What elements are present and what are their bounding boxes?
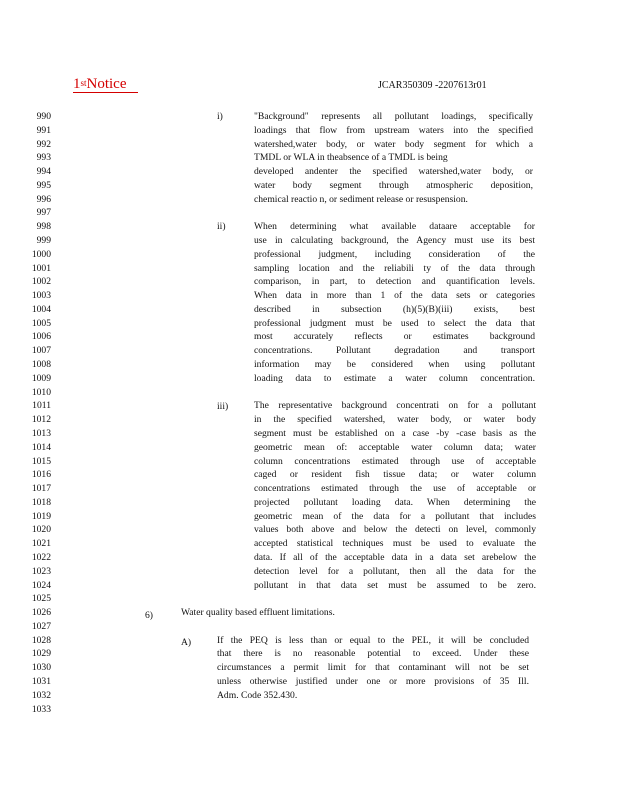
notice-heading: 1stNotice: [73, 76, 138, 93]
paragraph-label: 6): [145, 610, 153, 621]
line-number: 1021: [31, 538, 51, 550]
text-line: column concentrations estimated through use of acceptable: [254, 455, 536, 467]
line-number: 1010: [31, 386, 51, 398]
line-number: 990: [36, 111, 51, 122]
line-number: 1018: [31, 496, 51, 508]
text-line: unless otherwise justified under one or more provisions of 35 Ill.: [217, 675, 529, 687]
text-line: projected pollutant loading data. When determining the: [254, 496, 536, 508]
text-line: water body segment through atmospheric deposition,: [254, 179, 533, 191]
line-number: 994: [36, 166, 51, 178]
paragraph-label: ii): [217, 221, 226, 232]
line-number: 1004: [31, 303, 51, 315]
line-number: 1025: [31, 593, 51, 605]
line-number: 999: [36, 235, 51, 247]
text-line: Water quality based effluent limitations.: [181, 607, 335, 619]
line-number: 1022: [31, 551, 51, 563]
text-line: caged or resident fish tissue data; or water column: [254, 469, 536, 481]
line-number: 1015: [31, 455, 51, 467]
line-number: 1029: [31, 648, 51, 660]
line-number: 1030: [31, 662, 51, 674]
line-number: 1012: [31, 414, 51, 426]
line-number: 1020: [31, 524, 51, 536]
line-number: 991: [36, 124, 51, 136]
text-line: detection level for a pollutant, then all the data for the: [254, 565, 536, 577]
line-number: 1016: [31, 469, 51, 481]
text-line: Adm. Code 352.430.: [217, 689, 298, 701]
text-line: data. If all of the acceptable data in a data set arebelow the: [254, 551, 536, 563]
text-line: sampling location and the reliabili ty of the data through: [254, 262, 535, 274]
text-line: information may be considered when using pollutant: [254, 359, 535, 371]
text-line: accepted statistical techniques must be used to evaluate the: [254, 538, 536, 550]
line-number: 1023: [31, 565, 51, 577]
text-line: When data in more than 1 of the data sets or categories: [254, 290, 535, 302]
text-line: comparison, in part, to detection and quantification levels.: [254, 276, 535, 288]
paragraph-label: A): [181, 637, 192, 648]
text-line: use in calculating background, the Agency must use its best: [254, 235, 535, 247]
line-number: 1026: [31, 607, 51, 619]
line-number: 1006: [31, 331, 51, 343]
text-line: professional judgment, including consideration of the: [254, 248, 535, 260]
text-line: chemical reactio n, or sediment release or resuspension.: [254, 193, 468, 205]
line-number: 1033: [31, 703, 51, 715]
line-number: 1002: [31, 276, 51, 288]
line-number: 1017: [31, 483, 51, 495]
document-code: JCAR350309 -2207613r01: [378, 80, 487, 91]
line-number: 1003: [31, 290, 51, 302]
line-number: 1032: [31, 689, 51, 701]
line-number: 1005: [31, 317, 51, 329]
text-line: professional judgment must be used to select the data that: [254, 317, 535, 329]
text-line: that there is no reasonable potential to exceed. Under these: [217, 648, 529, 660]
line-number: 1028: [31, 634, 51, 646]
line-number: 1009: [31, 372, 51, 384]
line-number: 1011: [32, 400, 51, 412]
text-line: developed andenter the specified watershed,water body, or: [254, 166, 533, 178]
paragraph-label: i): [217, 111, 223, 122]
paragraph-label: iii): [217, 401, 229, 412]
line-number: 1024: [31, 579, 51, 591]
text-line: The representative background concentrati on for a pollutant: [254, 400, 536, 412]
line-number: 1000: [31, 248, 51, 260]
text-line: concentrations estimated through the use of acceptable or: [254, 483, 536, 495]
text-line: geometric mean of: acceptable water column data; water: [254, 441, 536, 453]
line-number: 993: [36, 152, 51, 164]
text-line: in the specified watershed, water body, or water body: [254, 414, 536, 426]
text-line: TMDL or WLA in theabsence of a TMDL is being: [254, 152, 448, 164]
line-number: 1019: [31, 510, 51, 522]
text-line: loadings that flow from upstream waters into the specified: [254, 124, 533, 136]
line-number: 997: [36, 207, 51, 219]
line-number: 1014: [31, 441, 51, 453]
line-number: 1008: [31, 359, 51, 371]
text-line: pollutant in that data set must be assumed to be zero.: [254, 579, 536, 591]
text-line: most accurately reflects or estimates background: [254, 331, 535, 343]
text-line: geometric mean of the data for a pollutant that includes: [254, 510, 536, 522]
line-number: 992: [36, 138, 51, 150]
line-number: 996: [36, 193, 51, 205]
text-line: "Background" represents all pollutant loadings, specifically: [254, 111, 533, 122]
line-number: 1007: [31, 345, 51, 357]
text-line: If the PEQ is less than or equal to the PEL, it will be concluded: [217, 634, 529, 646]
line-number: 1001: [31, 262, 51, 274]
text-line: When determining what available dataare acceptable for: [254, 221, 535, 233]
line-number: 1013: [31, 427, 51, 439]
line-number: 1031: [31, 675, 51, 687]
text-line: loading data to estimate a water column concentration.: [254, 372, 535, 384]
text-line: values both above and below the detecti on level, commonly: [254, 524, 536, 536]
line-number: 995: [36, 179, 51, 191]
text-line: described in subsection (h)(5)(B)(iii) exists, best: [254, 303, 535, 315]
text-line: segment must be established on a case -by -case basis as the: [254, 427, 536, 439]
text-line: watershed,water body, or water body segment for which a: [254, 138, 533, 150]
text-line: circumstances a permit limit for that contaminant will not be set: [217, 662, 529, 674]
text-line: concentrations. Pollutant degradation and transport: [254, 345, 535, 357]
line-number: 998: [36, 221, 51, 233]
line-number: 1027: [31, 620, 51, 632]
